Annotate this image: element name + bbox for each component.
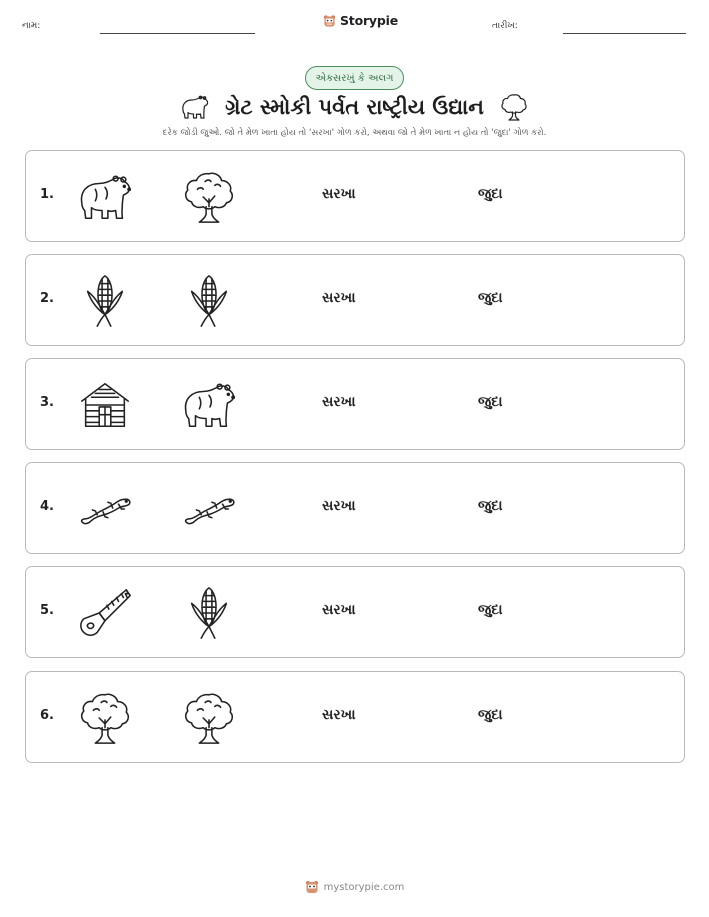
tree-icon	[498, 92, 530, 122]
activity-badge: એકસરખું કે અલગ	[305, 66, 404, 90]
pair-number: 6.	[40, 708, 54, 723]
date-label: તારીખ:	[492, 21, 518, 31]
pair-number: 2.	[40, 291, 54, 306]
same-option[interactable]: સરખા	[322, 394, 356, 410]
pair-number: 3.	[40, 395, 54, 410]
pair-row	[25, 358, 685, 450]
saw-icon	[76, 584, 134, 642]
storypie-mascot-icon	[305, 880, 319, 894]
tree-icon	[180, 689, 238, 747]
name-label: નામ:	[22, 21, 41, 31]
pair-row	[25, 671, 685, 763]
salamander-icon	[180, 480, 238, 538]
footer-url: mystorypie.com	[323, 881, 405, 893]
corn-icon	[180, 584, 238, 642]
storypie-logo	[323, 13, 398, 28]
salamander-icon	[76, 480, 134, 538]
cabin-icon	[76, 376, 134, 434]
different-option[interactable]: જુદા	[478, 290, 503, 306]
date-line[interactable]	[563, 33, 686, 34]
same-option[interactable]: સરખા	[322, 290, 356, 306]
same-option[interactable]: સરખા	[322, 707, 356, 723]
logo-text: Storypie	[340, 13, 398, 28]
pair-row	[25, 462, 685, 554]
tree-icon	[180, 168, 238, 226]
pair-number: 5.	[40, 603, 54, 618]
different-option[interactable]: જુદા	[478, 394, 503, 410]
title-row	[0, 90, 709, 124]
same-option[interactable]: સરખા	[322, 498, 356, 514]
different-option[interactable]: જુદા	[478, 498, 503, 514]
corn-icon	[180, 272, 238, 330]
different-option[interactable]: જુદા	[478, 186, 503, 202]
pair-row	[25, 150, 685, 242]
tree-icon	[76, 689, 134, 747]
bear-icon	[179, 92, 211, 122]
instructions: દરેક જોડી જુઓ. જો તે મેળ ખાતા હોય તો 'સરખા' ગોળ કરો, અથવા જો તે મેળ ખાતા ન હોય તો 'જુદા' ગોળ કરો.	[162, 128, 547, 138]
bear-icon	[76, 168, 134, 226]
corn-icon	[76, 272, 134, 330]
pair-number: 4.	[40, 499, 54, 514]
name-line[interactable]	[100, 33, 255, 34]
pair-number: 1.	[40, 187, 54, 202]
pair-row	[25, 254, 685, 346]
different-option[interactable]: જુદા	[478, 602, 503, 618]
pair-row	[25, 566, 685, 658]
storypie-mascot-icon	[323, 14, 336, 28]
page-title: ગ્રેટ સ્મોકી પર્વત રાષ્ટ્રીય ઉદ્યાન	[225, 94, 484, 119]
same-option[interactable]: સરખા	[322, 602, 356, 618]
same-option[interactable]: સરખા	[322, 186, 356, 202]
different-option[interactable]: જુદા	[478, 707, 503, 723]
footer	[0, 880, 709, 894]
bear-icon	[180, 376, 238, 434]
